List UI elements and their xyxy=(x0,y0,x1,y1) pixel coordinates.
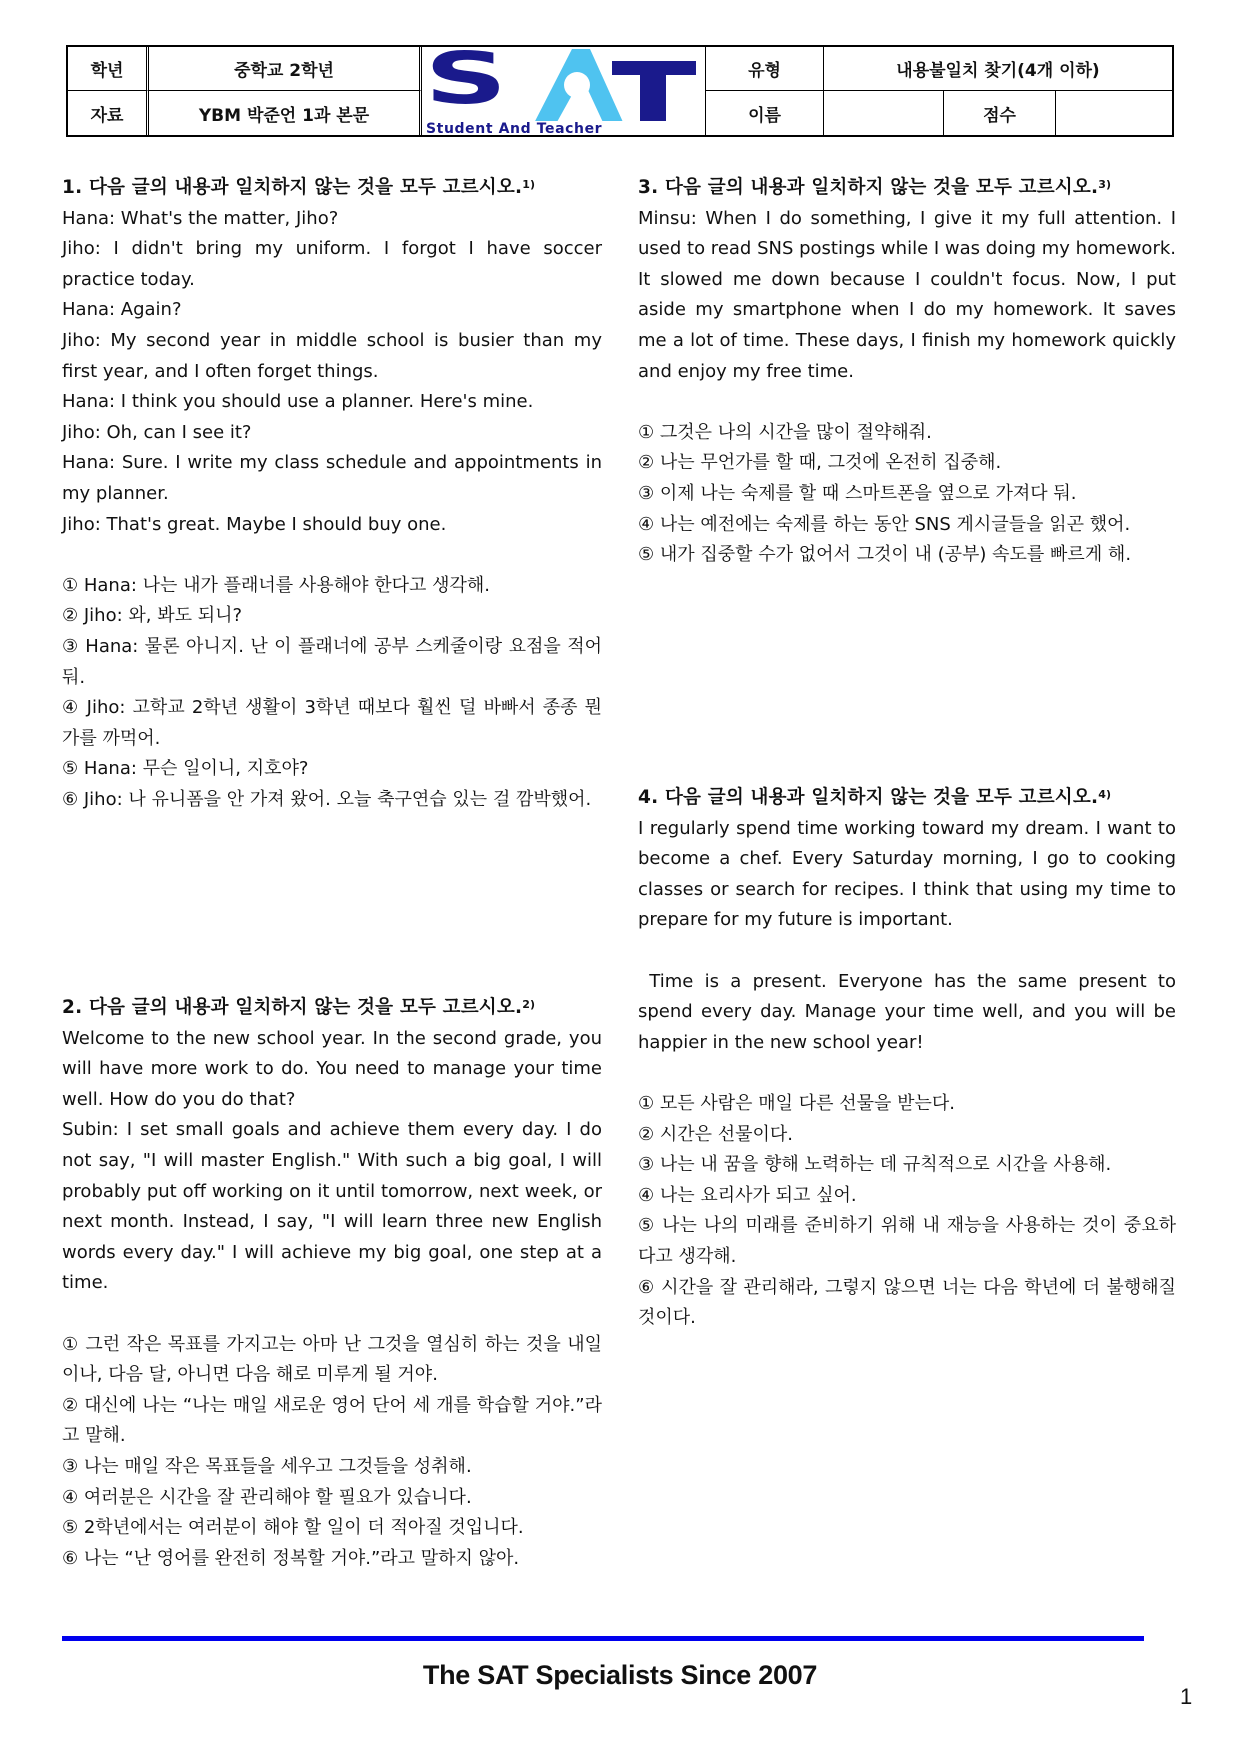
answer-option-2[interactable]: ② 나는 무언가를 할 때, 그것에 온전히 집중해. xyxy=(638,452,1002,474)
answer-option-3[interactable]: ③ 나는 내 꿈을 향해 노력하는 데 규칙적으로 시간을 사용해. xyxy=(638,1154,1112,1176)
material-value: YBM 박준언 1과 본문 xyxy=(149,91,422,135)
question-number: 4. xyxy=(638,787,659,808)
question-prompt: 다음 글의 내용과 일치하지 않는 것을 모두 고르시오. xyxy=(88,177,523,198)
material-label: 자료 xyxy=(68,91,149,135)
answer-option-3[interactable]: ③ 이제 나는 숙제를 할 때 스마트폰을 옆으로 가져다 둬. xyxy=(638,482,1077,504)
answer-option-6[interactable]: ⑥ Jiho: 나 유니폼을 안 가져 왔어. 오늘 축구연습 있는 걸 깜박했어. xyxy=(62,788,592,810)
answer-option-3[interactable]: ③ 나는 매일 작은 목표들을 세우고 그것들을 성취해. xyxy=(62,1455,472,1477)
answer-option-2[interactable]: ② Jiho: 와, 봐도 되니? xyxy=(62,605,243,627)
dialogue-line: Jiho: That's great. Maybe I should buy one. xyxy=(62,513,447,535)
answer-option-5[interactable]: ⑤ 내가 집중할 수가 없어서 그것이 내 (공부) 속도를 빠르게 해. xyxy=(638,544,1132,566)
answer-option-1[interactable]: ① 그런 작은 목표를 가지고는 아마 난 그것을 열심히 하는 것을 내일이나, 다음 달, 아니면 다음 해로 미루게 될 거야. xyxy=(62,1333,602,1386)
type-label: 유형 xyxy=(706,47,824,91)
answer-option-4[interactable]: ④ 여러분은 시간을 잘 관리해야 할 필요가 있습니다. xyxy=(62,1486,472,1508)
dialogue-line: Hana: Again? xyxy=(62,299,182,321)
footnote-marker: 2) xyxy=(522,998,536,1011)
svg-text:Student And Teacher: Student And Teacher xyxy=(426,121,603,135)
question-prompt: 다음 글의 내용과 일치하지 않는 것을 모두 고르시오. xyxy=(88,997,523,1018)
question-number: 3. xyxy=(638,177,659,198)
grade-value: 중학교 2학년 xyxy=(149,47,422,91)
dialogue-line: Jiho: I didn't bring my uniform. I forgot I have soccer practice today. xyxy=(62,238,602,290)
answer-option-1[interactable]: ① 그것은 나의 시간을 많이 절약해줘. xyxy=(638,421,932,443)
dialogue-line: Hana: Sure. I write my class schedule and appointments in my planner. xyxy=(62,452,602,504)
dialogue-line: Hana: What's the matter, Jiho? xyxy=(62,207,339,229)
answer-option-6[interactable]: ⑥ 나는 “난 영어를 완전히 정복할 거야.”라고 말하지 않아. xyxy=(62,1547,520,1569)
footnote-marker: 3) xyxy=(1098,178,1112,191)
header-table xyxy=(66,45,1174,137)
sat-logo xyxy=(422,47,706,135)
answer-option-3[interactable]: ③ Hana: 물론 아니지. 난 이 플래너에 공부 스케줄이랑 요점을 적어둬. xyxy=(62,635,602,688)
answer-option-6[interactable]: ⑥ 시간을 잘 관리해라, 그렇지 않으면 너는 다음 학년에 더 불행해질 것이다. xyxy=(638,1276,1176,1329)
dialogue-line: Jiho: Oh, can I see it? xyxy=(62,421,252,443)
passage-paragraph: Minsu: When I do something, I give it my full attention. I used to read SNS postings while I was doing my homework. It slowed me down because I couldn't focus. Now, I put aside my smartphone when I do my homework. It saves me a lot of time. These days, I finish my homework quickly and enjoy my free time. xyxy=(638,207,1176,382)
question-title xyxy=(62,170,602,204)
answer-option-1[interactable]: ① 모든 사람은 매일 다른 선물을 받는다. xyxy=(638,1092,956,1114)
passage-paragraph: Welcome to the new school year. In the second grade, you will have more work to do. You need to manage your time well. How do you do that? xyxy=(62,1027,602,1110)
page-number: 1 xyxy=(1180,1684,1193,1709)
footnote-marker: 4) xyxy=(1098,788,1112,801)
question-2 xyxy=(62,990,602,1574)
passage-paragraph: Subin: I set small goals and achieve them every day. I do not say, "I will master English." With such a big goal, I will probably put off working on it until tomorrow, next week, or next month. Instead, I say, "I will learn three new English words every day." I will achieve my big goal, one step at a time. xyxy=(62,1119,602,1294)
answer-option-1[interactable]: ① Hana: 나는 내가 플래너를 사용해야 한다고 생각해. xyxy=(62,574,490,596)
question-number: 1. xyxy=(62,177,83,198)
type-value: 내용불일치 찾기(4개 이하) xyxy=(824,47,1172,91)
passage-paragraph: I regularly spend time working toward my dream. I want to become a chef. Every Saturday morning, I go to cooking classes or search for recipes. I think that using my time to prepare for my future is important. xyxy=(638,817,1176,931)
answer-option-5[interactable]: ⑤ 2학년에서는 여러분이 해야 할 일이 더 적아질 것입니다. xyxy=(62,1517,524,1539)
footnote-marker: 1) xyxy=(522,178,536,191)
question-4 xyxy=(638,780,1182,1334)
answer-option-5[interactable]: ⑤ 나는 나의 미래를 준비하기 위해 내 재능을 사용하는 것이 중요하다고 생각해. xyxy=(638,1215,1176,1267)
answer-option-2[interactable]: ② 대신에 나는 “나는 매일 새로운 영어 단어 세 개를 학습할 거야.”라고 말해. xyxy=(62,1394,602,1447)
dialogue-line: Jiho: My second year in middle school is busier than my first year, and I often forget things. xyxy=(62,329,602,382)
name-label: 이름 xyxy=(706,91,824,135)
answer-option-2[interactable]: ② 시간은 선물이다. xyxy=(638,1123,794,1145)
question-1 xyxy=(62,170,602,815)
question-title xyxy=(62,990,602,1024)
question-title xyxy=(638,780,1176,814)
answer-option-4[interactable]: ④ Jiho: 고학교 2학년 생활이 3학년 때보다 훨씬 덜 바빠서 종종 뭔가를 까먹어. xyxy=(62,697,602,749)
name-field[interactable] xyxy=(824,91,944,135)
question-3 xyxy=(638,170,1176,571)
answer-option-4[interactable]: ④ 나는 예전에는 숙제를 하는 동안 SNS 게시글들을 읽곤 했어. xyxy=(638,513,1131,535)
question-title xyxy=(638,170,1176,204)
question-prompt: 다음 글의 내용과 일치하지 않는 것을 모두 고르시오. xyxy=(664,177,1099,198)
score-field[interactable] xyxy=(1056,91,1172,135)
answer-option-5[interactable]: ⑤ Hana: 무슨 일이니, 지호야? xyxy=(62,758,309,780)
question-number: 2. xyxy=(62,997,83,1018)
grade-label: 학년 xyxy=(68,47,149,91)
dialogue-line: Hana: I think you should use a planner. Here's mine. xyxy=(62,391,534,413)
sat-logo-graphic xyxy=(422,47,706,135)
answer-option-4[interactable]: ④ 나는 요리사가 되고 싶어. xyxy=(638,1184,857,1206)
question-prompt: 다음 글의 내용과 일치하지 않는 것을 모두 고르시오. xyxy=(664,787,1099,808)
svg-text:S: S xyxy=(424,47,508,121)
footer-rule xyxy=(62,1636,1144,1641)
passage-paragraph: Time is a present. Everyone has the same present to spend every day. Manage your time well, and you will be happier in the new school year! xyxy=(638,970,1182,1053)
footer-tagline: The SAT Specialists Since 2007 xyxy=(422,1660,818,1690)
score-label: 점수 xyxy=(944,91,1056,135)
